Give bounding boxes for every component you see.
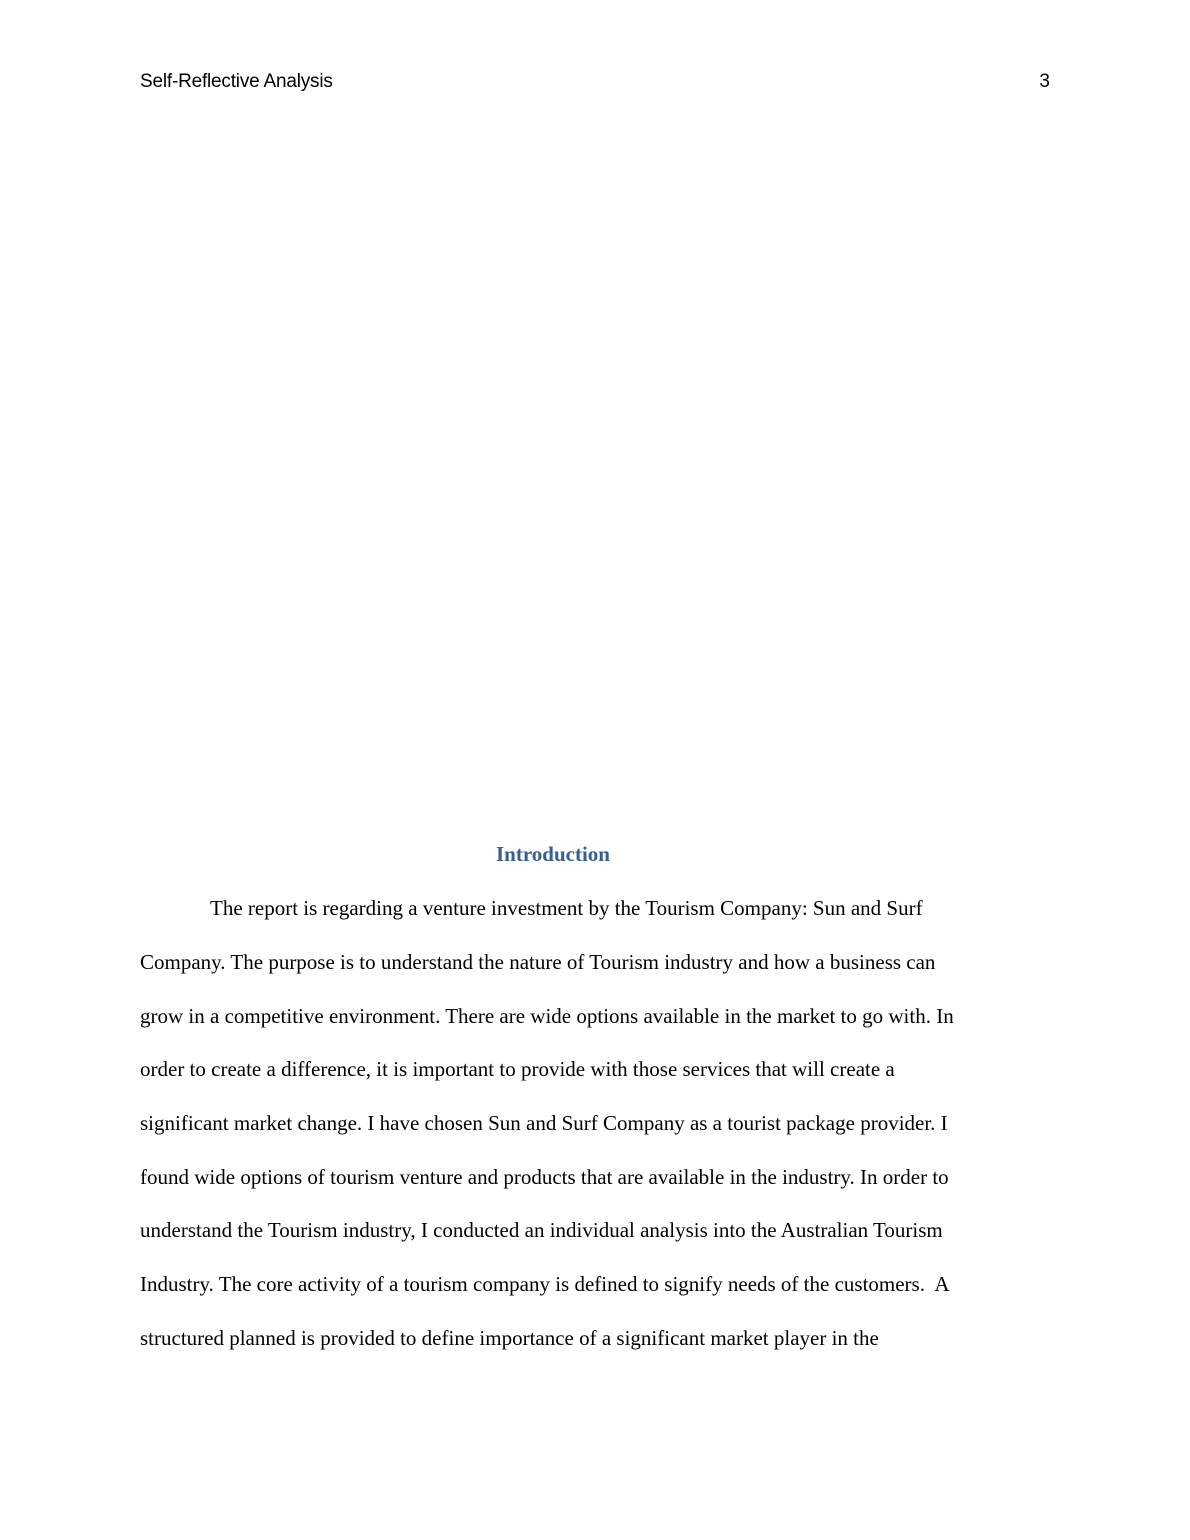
paragraph-line: The report is regarding a venture investment by the Tourism Company: Sun and Surf [210,896,923,920]
paragraph-line: structured planned is provided to define importance of a significant market player in the [140,1326,879,1350]
paragraph-line: found wide options of tourism venture and products that are available in the industry. In order to [140,1165,949,1189]
paragraph-line: grow in a competitive environment. There are wide options available in the market to go with. In [140,1004,954,1028]
running-header-title: Self-Reflective Analysis [140,71,333,92]
paragraph-line: Company. The purpose is to understand the nature of Tourism industry and how a business can [140,950,936,974]
paragraph-line: order to create a difference, it is important to provide with those services that will create a [140,1057,895,1081]
paragraph-line: significant market change. I have chosen Sun and Surf Company as a tourist package provider. I [140,1111,948,1135]
paragraph-line: understand the Tourism industry, I conducted an individual analysis into the Australian Tourism [140,1218,943,1242]
page-number: 3 [1039,71,1050,92]
section-heading: Introduction [496,842,610,866]
paragraph-line: Industry. The core activity of a tourism company is defined to signify needs of the customers. A [140,1272,950,1296]
